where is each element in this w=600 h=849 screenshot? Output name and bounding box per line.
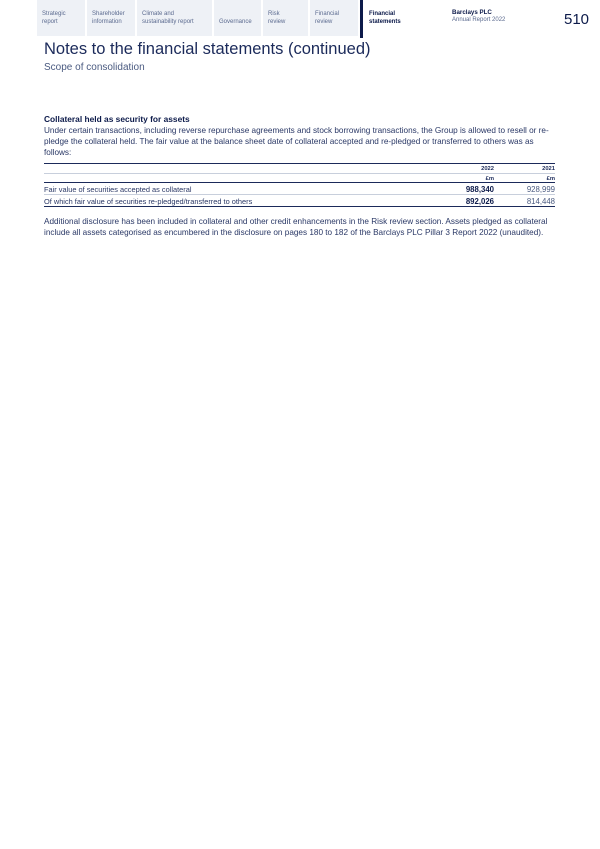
tab-label-line1: Strategic [42,11,66,17]
table-row [44,183,555,195]
intro-paragraph: Under certain transactions, including reverse repurchase agreements and stock borrowing transactions, the Group is allowed to resell or re-pledge the collateral held. The fair value at the balance sheet date of collateral accepted and re-pledged or transferred to others was as follows: [44,126,549,157]
tab-label-line1: Financial [369,11,396,17]
row-label: Of which fair value of securities re-pledged/transferred to others [44,197,253,206]
tab-shareholder-information[interactable] [87,0,135,36]
tab-label-line2: report [42,18,58,25]
tab-risk-review[interactable] [263,0,308,36]
tab-financial-review[interactable] [310,0,358,36]
tab-label-line1: Shareholder [92,11,125,17]
table-header-row [44,163,555,173]
value-2022: 892,026 [465,197,494,206]
tab-label-line2: statements [369,18,401,25]
tab-label-line1: Financial [315,11,340,17]
page-subtitle: Scope of consolidation [44,62,145,73]
tab-label-line2: information [92,18,122,25]
value-2021: 814,448 [526,197,555,206]
table-row [44,195,555,207]
tab-climate-sustainability[interactable] [137,0,212,36]
brand-block [452,9,597,36]
row-label: Fair value of securities accepted as collateral [44,185,192,194]
page-number: 510 [564,11,590,28]
tab-label-line1: Climate and [142,11,175,17]
footer-paragraph: Additional disclosure has been included in collateral and other credit enhancements in the Risk review section. Assets pledged as collateral include all assets categorised as encumbered in the disclosure on pages 180 to 182 of the Barclays PLC Pillar 3 Report 2022 (unaudited). [44,217,548,237]
report-name: Annual Report 2022 [452,16,506,23]
brand-name: Barclays PLC [452,9,492,16]
unit-2021: £m [546,176,555,182]
tab-label-line2: review [268,18,286,25]
unit-2022: £m [485,176,494,182]
tab-label-line1 [219,11,261,19]
column-header-2022: 2022 [481,166,494,172]
tab-label-line2: review [315,18,333,25]
value-2022: 988,340 [465,185,494,194]
value-2021: 928,999 [526,185,555,194]
tab-strategic-report[interactable] [37,0,85,36]
tab-label-line2: Governance [219,18,252,25]
tab-label-line1: Risk [268,11,280,17]
top-navigation [37,0,590,36]
column-header-2021: 2021 [542,166,555,172]
tab-financial-statements[interactable] [364,0,417,36]
page-title: Notes to the financial statements (continued) [44,40,371,58]
tab-label-line2: sustainability report [142,18,194,25]
table-unit-row [44,173,555,183]
collateral-table [44,163,555,207]
tab-governance[interactable] [214,0,261,36]
section-heading: Collateral held as security for assets [44,114,190,124]
